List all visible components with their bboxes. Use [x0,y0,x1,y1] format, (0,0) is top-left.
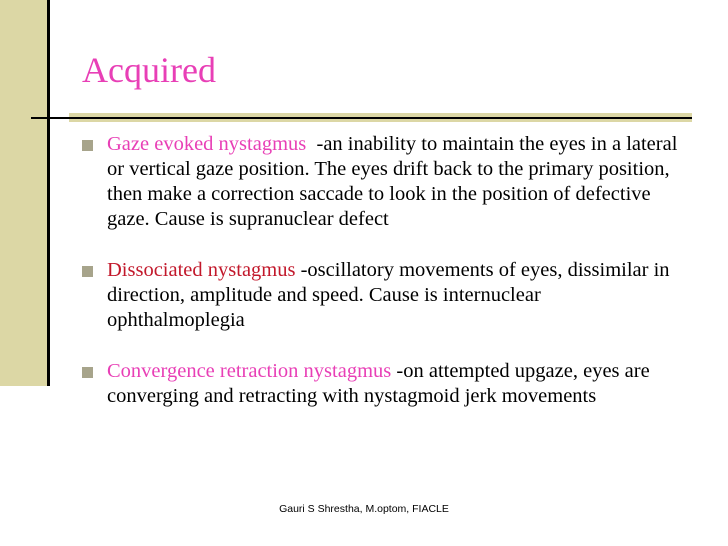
bullet-item-convergence-retraction [82,359,682,409]
side-band-divider [47,0,50,386]
bullet-item-gaze-evoked [82,132,682,232]
title-rule-line [69,117,692,119]
bullet-text: -oscillatory movements of eyes, dissimilar in direction, amplitude and speed. Cause is internuclear ophthalmoplegia [107,259,670,331]
bullet-item-dissociated [82,258,682,333]
slide-title: Acquired [82,50,216,90]
decorative-side-band [0,0,47,386]
bullet-term: Gaze evoked nystagmus [107,133,307,155]
square-bullet-icon [82,140,93,151]
square-bullet-icon [82,367,93,378]
square-bullet-icon [82,266,93,277]
bullet-separator [306,133,316,155]
bullet-text: -an inability to maintain the eyes in a lateral or vertical gaze position. The eyes drift back to the primary position, then make a correction saccade to look in the position of defective gaze. Cause is supranuclear defect [107,133,678,230]
bullet-text: -on attempted upgaze, eyes are converging and retracting with nystagmoid jerk movements [107,360,650,407]
bullet-term: Convergence retraction nystagmus [107,360,392,382]
title-rule-left [31,117,69,119]
slide-footer: Gauri S Shrestha, M.optom, FIACLE [279,503,449,515]
bullet-term: Dissociated nystagmus [107,259,296,281]
bullet-list [82,132,682,409]
